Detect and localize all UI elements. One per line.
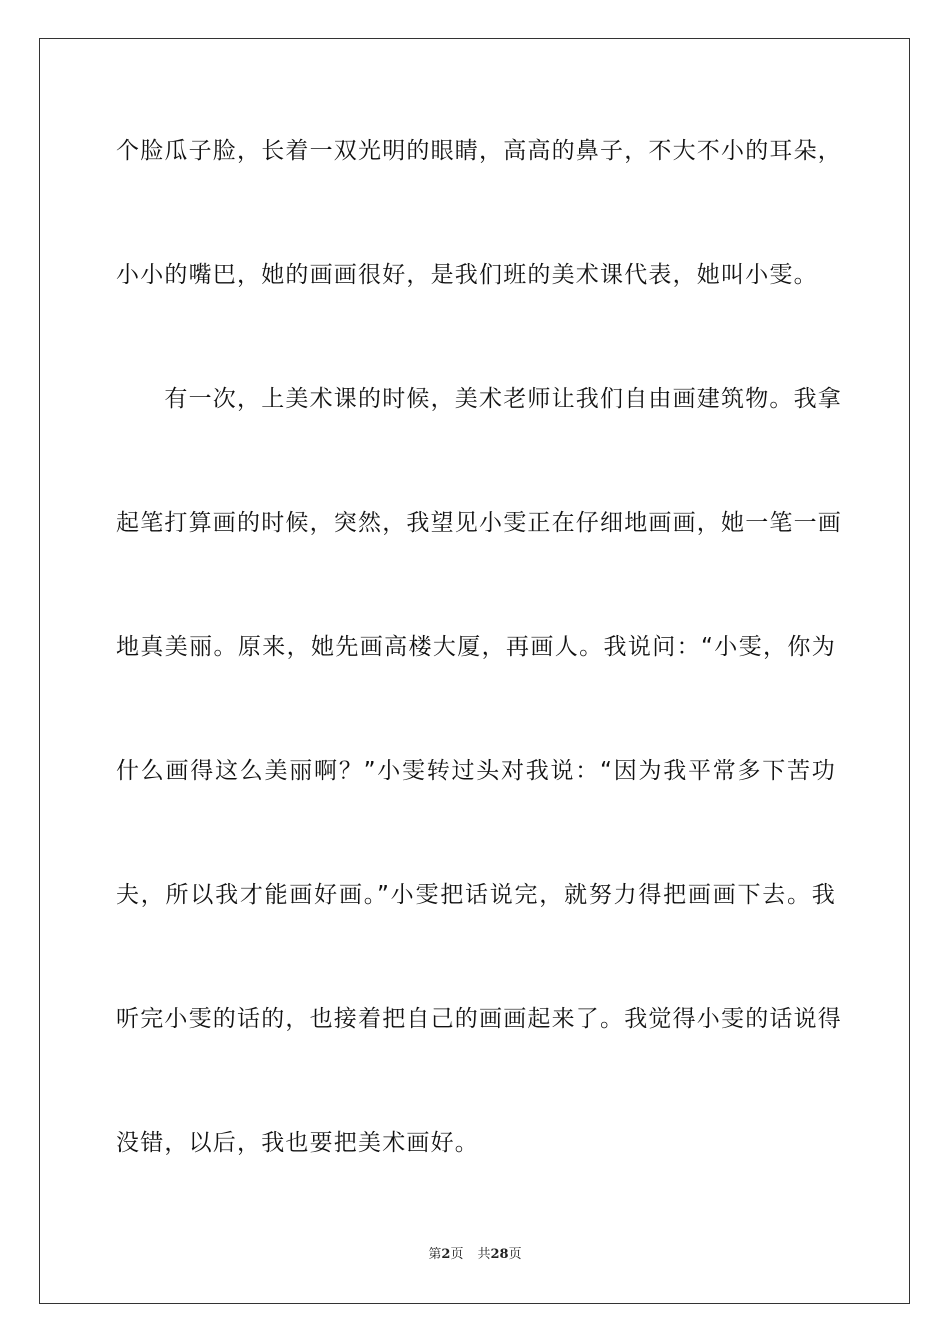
page-border <box>39 38 910 1304</box>
total-prefix: 共 <box>477 1247 491 1262</box>
page-prefix: 第 <box>428 1247 442 1262</box>
body-text-line-8: 听完小雯的话的，也接着把自己的画画起来了。我觉得小雯的话说得 <box>116 1006 842 1032</box>
body-text-line-7: 夫，所以我才能画好画。”小雯把话说完，就努力得把画画下去。我 <box>116 882 836 908</box>
total-suffix: 页 <box>508 1247 522 1262</box>
page-footer <box>0 1246 950 1264</box>
body-text-line-6: 什么画得这么美丽啊？”小雯转过头对我说：“因为我平常多下苦功 <box>116 758 836 784</box>
body-text-line-1: 个脸瓜子脸，长着一双光明的眼睛，高高的鼻子，不大不小的耳朵， <box>116 138 842 164</box>
page-suffix: 页 <box>450 1247 464 1262</box>
body-text-line-2: 小小的嘴巴，她的画画很好，是我们班的美术课代表，她叫小雯。 <box>116 262 818 288</box>
body-text-line-5: 地真美丽。原来，她先画高楼大厦，再画人。我说问：“小雯，你为 <box>116 634 836 660</box>
body-text-line-3: 有一次，上美术课的时候，美术老师让我们自由画建筑物。我拿 <box>116 386 842 412</box>
body-text-line-4: 起笔打算画的时候，突然，我望见小雯正在仔细地画画，她一笔一画 <box>116 510 842 536</box>
total-pages: 28 <box>490 1247 509 1262</box>
body-text-line-9: 没错，以后，我也要把美术画好。 <box>116 1130 479 1156</box>
page-number: 2 <box>441 1247 451 1262</box>
